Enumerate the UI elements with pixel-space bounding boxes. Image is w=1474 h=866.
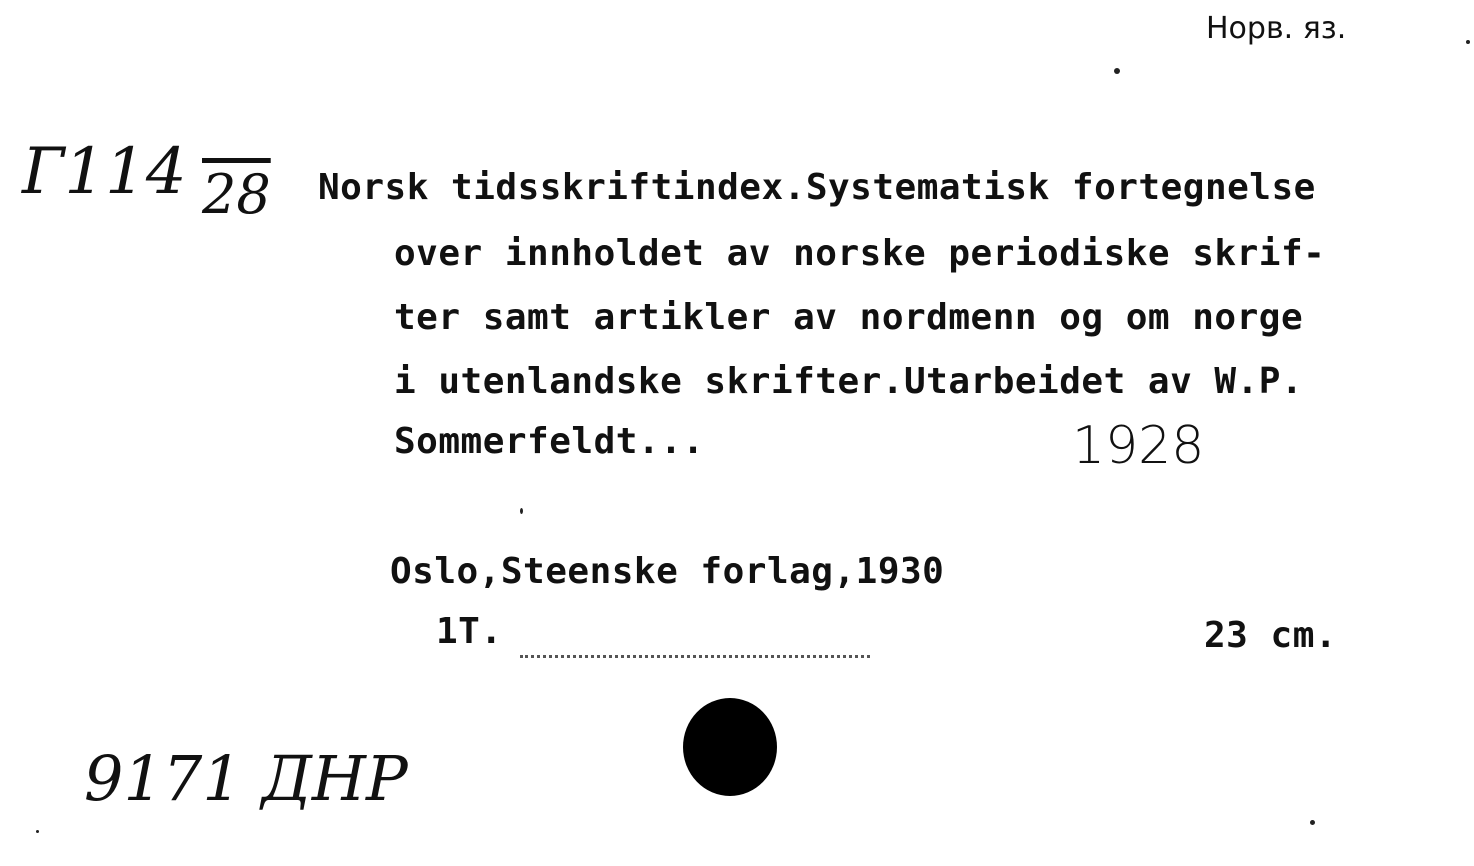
title-line-2: over innholdet av norske periodiske skrif-: [394, 233, 1326, 274]
title-line-5: Sommerfeldt...: [394, 421, 705, 462]
punch-hole: [683, 698, 777, 796]
inventory-number: 9171 ДНР: [84, 742, 408, 815]
speck: [36, 830, 39, 833]
volume-count: 1T.: [436, 611, 503, 652]
speck: [1310, 820, 1315, 825]
call-number-suffix: 28: [202, 163, 271, 226]
handwritten-year: 1928: [1072, 416, 1205, 476]
title-line-3: ter samt artikler av nordmenn og om norge: [394, 297, 1304, 338]
speck: [520, 508, 523, 514]
imprint: Oslo,Steenske forlag,1930: [390, 551, 945, 592]
title-line-4: i utenlandske skrifter.Utarbeidet av W.P.: [394, 361, 1304, 402]
dotted-rule: [520, 655, 870, 658]
speck: [1114, 68, 1120, 74]
call-number: Г114: [22, 135, 187, 209]
speck: [1466, 40, 1470, 44]
title-line-1: Norsk tidsskriftindex.Systematisk fortegnelse: [318, 167, 1316, 208]
dimensions: 23 cm.: [1204, 615, 1338, 656]
language-mark: Норв. яз.: [1206, 11, 1347, 46]
